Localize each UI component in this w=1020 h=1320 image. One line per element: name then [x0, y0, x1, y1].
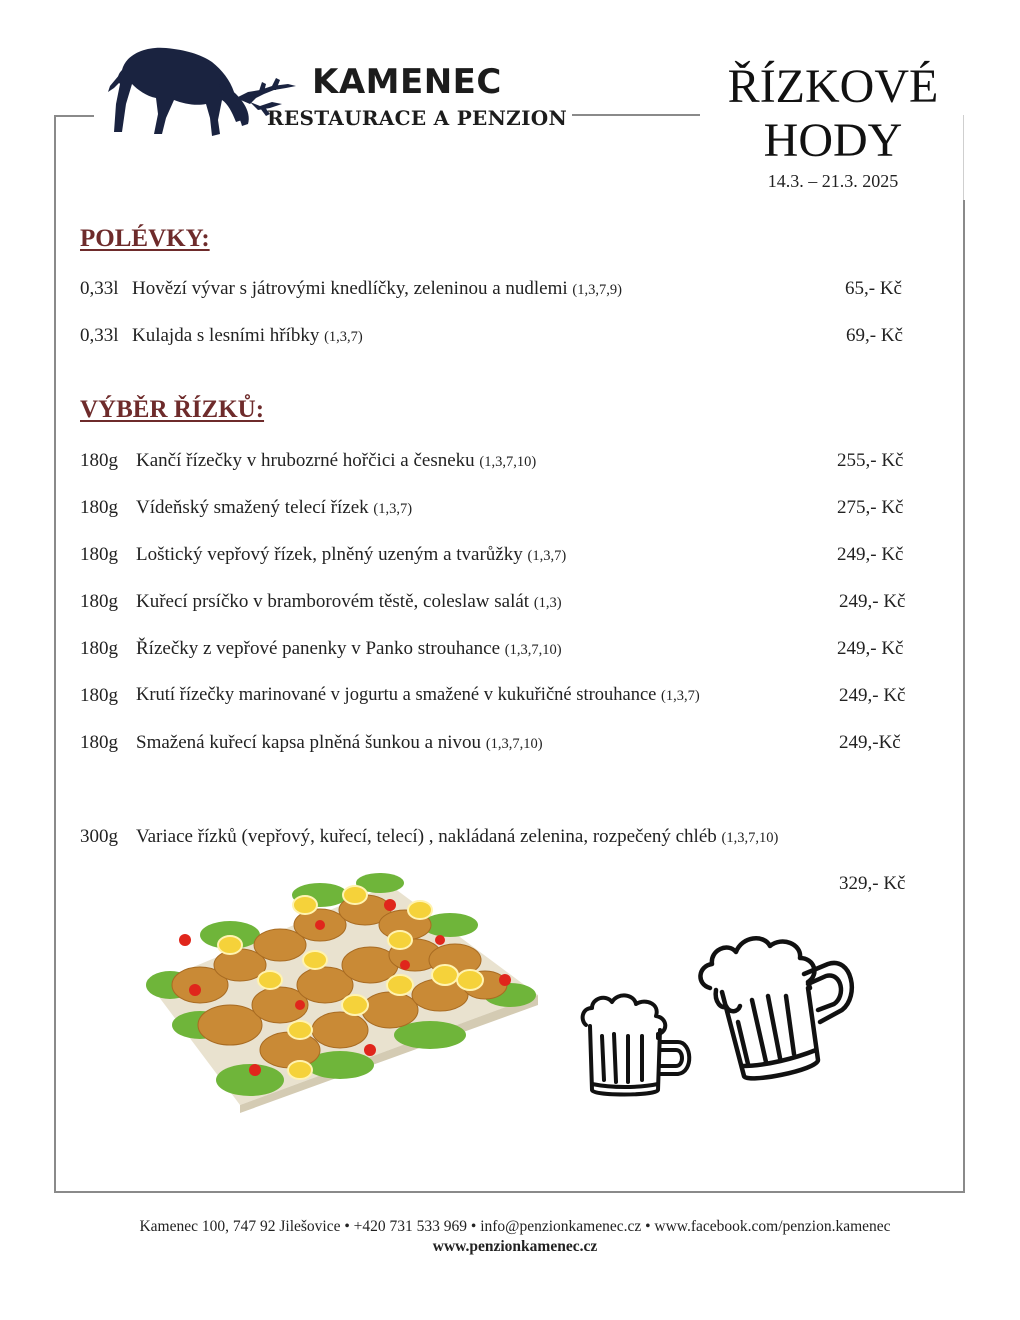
- menu-row-schnitzel-2: [80, 497, 910, 523]
- frame-top-left: [54, 115, 94, 117]
- frame-top-mid: [572, 114, 700, 116]
- brand-name: KAMENEC: [312, 62, 502, 102]
- item-price: 249,- Kč: [837, 638, 904, 659]
- item-qty: 180g: [80, 497, 118, 518]
- item-price: 249,- Kč: [839, 685, 906, 706]
- beer-mug-large-icon: [692, 930, 862, 1090]
- event-dates: 14.3. – 21.3. 2025: [767, 171, 899, 191]
- title-line2: HODY: [763, 114, 903, 167]
- schnitzels-heading: VÝBĚR ŘÍZKŮ:: [80, 396, 265, 423]
- item-name: Krutí řízečky marinované v jogurtu a smažené v kukuřičné strouhance: [136, 685, 657, 705]
- title-line1: ŘÍZKOVÉ: [727, 60, 939, 113]
- item-dish: [136, 826, 778, 848]
- item-price: 65,- Kč: [845, 278, 902, 299]
- item-qty: 300g: [80, 826, 118, 847]
- beer-mug-small-icon: [578, 990, 703, 1105]
- item-allergens: (1,3,7,10): [504, 642, 562, 658]
- menu-row-schnitzel-1: [80, 450, 910, 476]
- item-allergens: (1,3,7,9): [572, 282, 622, 298]
- menu-row-schnitzel-3: [80, 544, 910, 570]
- item-allergens: (1,3,7): [373, 501, 413, 517]
- item-dish: [136, 450, 536, 472]
- item-allergens: (1,3,7,10): [479, 454, 537, 470]
- item-allergens: (1,3,7): [661, 688, 700, 704]
- menu-row-soup-2: [80, 325, 910, 351]
- page-title: [704, 60, 962, 168]
- item-dish: [136, 497, 412, 519]
- item-name: Hovězí vývar s játrovými knedlíčky, zeleninou a nudlemi: [132, 278, 568, 299]
- item-dish: [132, 325, 363, 347]
- item-price: 69,- Kč: [846, 325, 903, 346]
- item-allergens: (1,3,7,10): [485, 736, 543, 752]
- item-allergens: (1,3,7): [527, 548, 567, 564]
- item-allergens: (1,3,7,10): [721, 830, 779, 846]
- item-allergens: (1,3): [533, 595, 562, 611]
- brand-subtitle: RESTAURACE A PENZION: [267, 106, 568, 130]
- item-qty: 180g: [80, 450, 118, 471]
- soups-heading: POLÉVKY:: [80, 225, 210, 252]
- item-name: Kulajda s lesními hříbky: [132, 325, 320, 346]
- frame-right: [963, 200, 965, 1193]
- item-name: Smažená kuřecí kapsa plněná šunkou a nivou: [136, 732, 482, 753]
- item-name: Loštický vepřový řízek, plněný uzeným a tvarůžky: [136, 544, 523, 565]
- item-qty: 180g: [80, 591, 118, 612]
- item-price: 275,- Kč: [837, 497, 904, 518]
- frame-right-top: [963, 115, 964, 200]
- item-name: Vídeňský smažený telecí řízek: [136, 497, 369, 518]
- frame-bottom: [54, 1191, 965, 1193]
- frame-left: [54, 115, 56, 1193]
- footer-website: www.penzionkamenec.cz: [432, 1238, 598, 1255]
- item-dish: [136, 544, 566, 566]
- item-name: Kančí řízečky v hrubozrné hořčici a česneku: [136, 450, 475, 471]
- item-dish: [136, 685, 700, 706]
- item-dish: [136, 638, 562, 660]
- item-qty: 0,33l: [80, 278, 119, 299]
- menu-row-schnitzel-5: [80, 638, 910, 664]
- footer-contacts: Kamenec 100, 747 92 Jilešovice • +420 731 533 969 • info@penzionkamenec.cz • www.facebook.com/penzion.kamenec: [139, 1218, 891, 1235]
- item-name: Řízečky z vepřové panenky v Panko strouhance: [136, 638, 501, 659]
- item-price: 249,- Kč: [837, 544, 904, 565]
- item-price: 255,- Kč: [837, 450, 904, 471]
- item-qty: 0,33l: [80, 325, 119, 346]
- item-qty: 180g: [80, 638, 118, 659]
- item-qty: 180g: [80, 732, 118, 753]
- item-dish: [136, 591, 562, 613]
- item-dish: [132, 278, 622, 300]
- menu-row-schnitzel-6: [80, 685, 910, 711]
- menu-row-schnitzel-4: [80, 591, 910, 617]
- item-price: 249,-Kč: [839, 732, 901, 753]
- item-name: Kuřecí prsíčko v bramborovém těstě, coleslaw salát: [136, 591, 530, 612]
- item-price: 249,- Kč: [839, 591, 906, 612]
- item-dish: [136, 732, 543, 754]
- item-qty: 180g: [80, 544, 118, 565]
- schnitzel-platter-image: [140, 865, 540, 1115]
- item-qty: 180g: [80, 685, 118, 706]
- menu-row-schnitzel-7: [80, 732, 910, 758]
- item-allergens: (1,3,7): [324, 329, 363, 345]
- item-name: Variace řízků (vepřový, kuřecí, telecí) , nakládaná zelenina, rozpečený chléb: [136, 826, 717, 847]
- item-price: 329,- Kč: [839, 873, 906, 894]
- menu-row-soup-1: [80, 278, 910, 304]
